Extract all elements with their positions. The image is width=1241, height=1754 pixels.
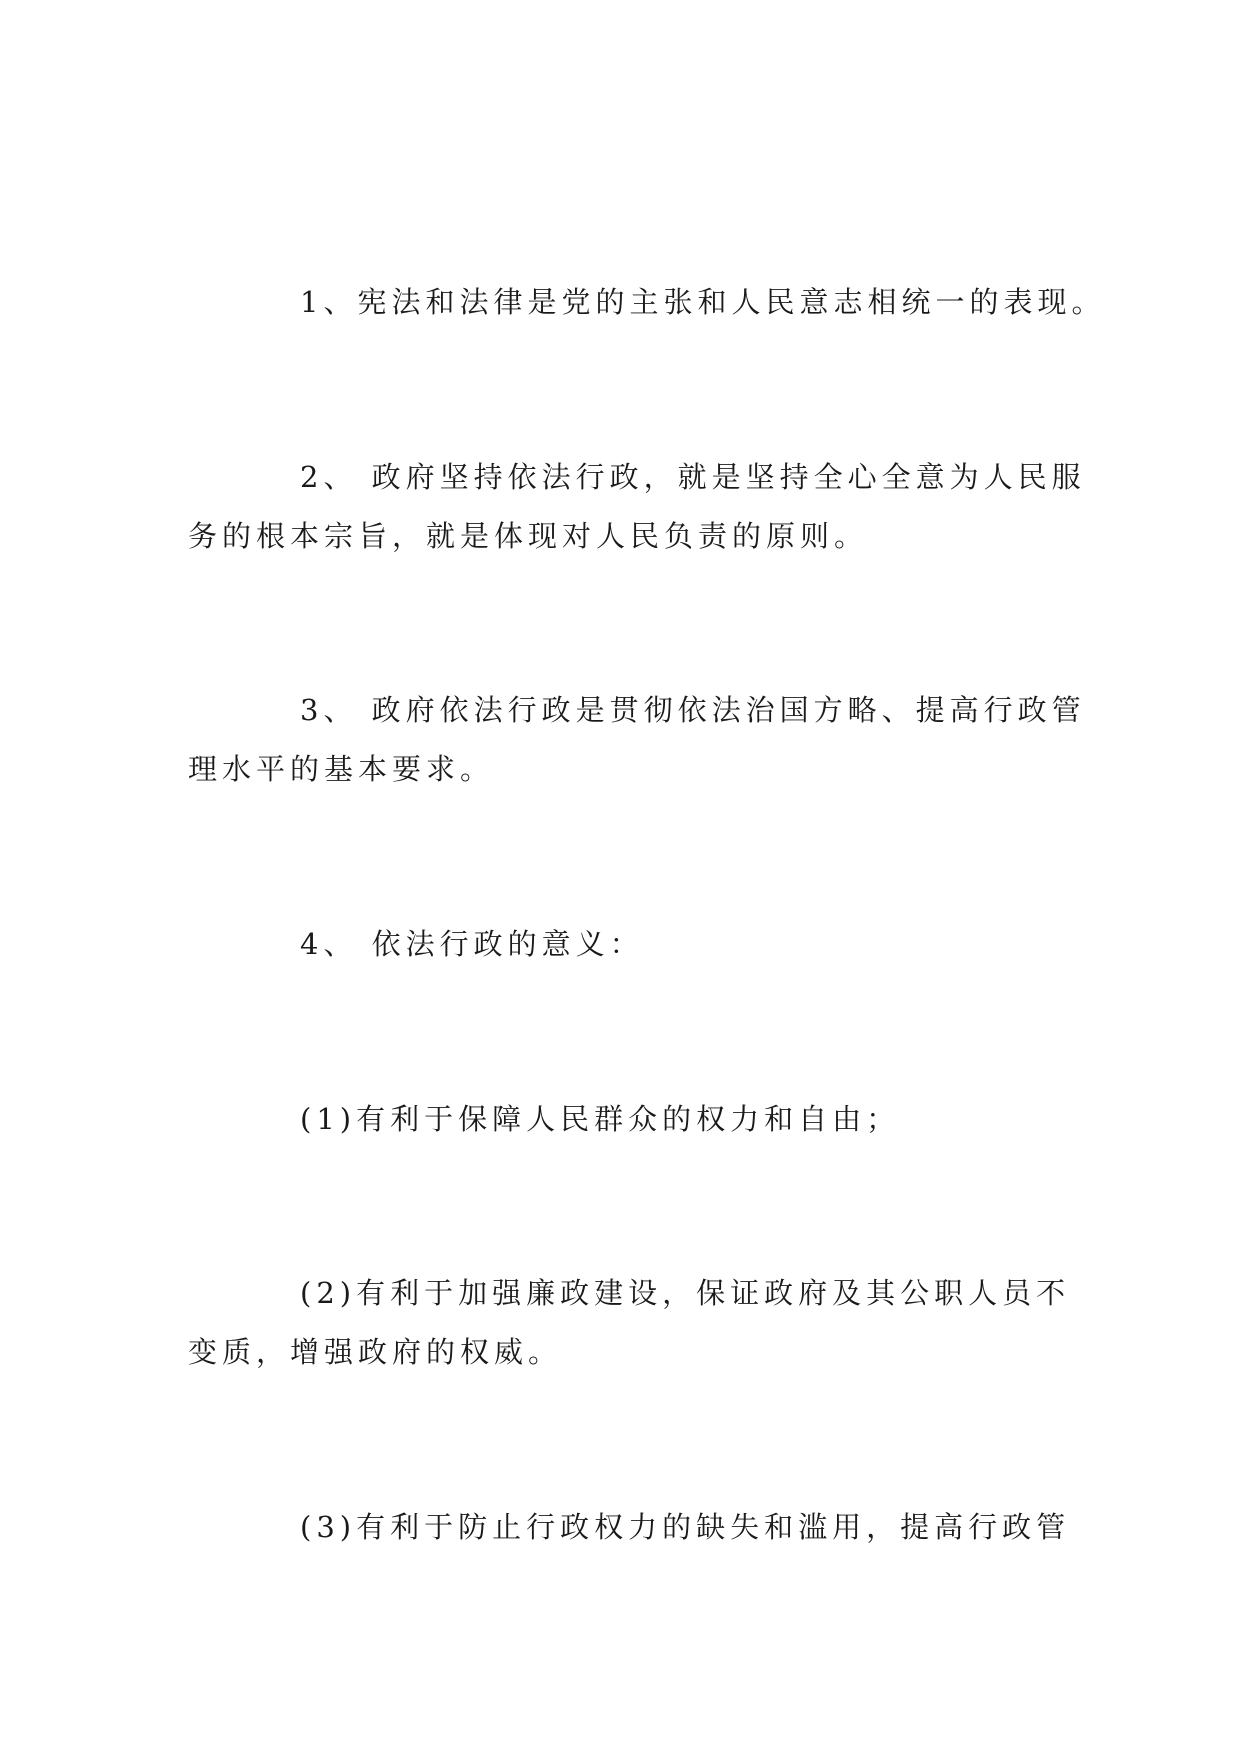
paragraph-2-line-1: 2、 政府坚持依法行政，就是坚持全心全意为人民服 xyxy=(300,460,1086,494)
paragraph-3-line-2: 理水平的基本要求。 xyxy=(188,752,495,786)
paragraph-6-line-2: 变质，增强政府的权威。 xyxy=(188,1335,563,1369)
paragraph-3-line-1: 3、 政府依法行政是贯彻依法治国方略、提高行政管 xyxy=(300,693,1086,727)
paragraph-5-line-1: (1)有利于保障人民群众的权力和自由； xyxy=(300,1102,901,1136)
paragraph-4-line-1: 4、 依法行政的意义： xyxy=(300,927,644,961)
paragraph-7-line-1: (3)有利于防止行政权力的缺失和滥用，提高行政管 xyxy=(300,1510,1071,1544)
paragraph-6-line-1: (2)有利于加强廉政建设，保证政府及其公职人员不 xyxy=(300,1276,1071,1310)
paragraph-2-line-2: 务的根本宗旨，就是体现对人民负责的原则。 xyxy=(188,519,869,553)
paragraph-1-line-1: 1、宪法和法律是党的主张和人民意志相统一的表现。 xyxy=(300,285,1106,319)
